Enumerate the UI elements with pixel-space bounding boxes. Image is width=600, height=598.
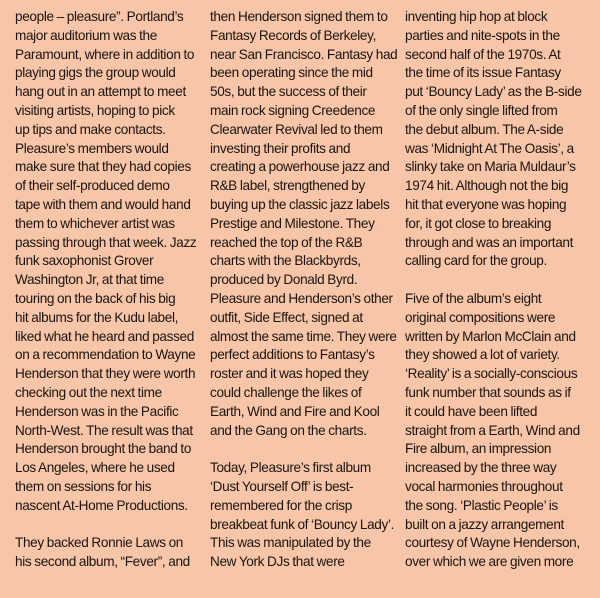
text-line: investing their profits and [210,140,351,156]
text-line: hit that everyone was hoping [405,196,567,212]
text-line: Fantasy Records of Berkeley, [210,27,376,43]
text-line: hit albums for the Kudu label, [15,309,179,325]
text-line: straight from a Earth, Wind and [405,422,580,438]
text-line: Henderson that they were worth [15,366,196,382]
text-line: been operating since the mid [210,65,373,81]
text-line: then Henderson signed them to [210,9,388,24]
text-line: major auditorium was the [15,27,157,43]
text-line: built on a jazzy arrangement [405,516,564,532]
text-line: playing gigs the group would [15,65,176,81]
text-line: through and was an important [405,234,574,250]
text-line: original compositions were [405,309,556,325]
text-line: for, it got close to breaking [405,215,552,231]
text-line: remembered for the crisp [210,497,352,513]
text-line: the song. ‘Plastic People’ is [405,497,558,513]
text-line: they showed a lot of variety. [405,347,560,363]
text-line: Paramount, where in addition to [15,46,195,62]
text-line: over which we are given more [405,554,574,570]
text-line: Pleasure and Henderson’s other [210,290,393,306]
text-line: make sure that they had copies [15,159,191,175]
text-line: vocal harmonies throughout [405,478,563,494]
text-line: on a recommendation to Wayne [15,347,196,363]
text-line: the debut album. The A-side [405,121,564,137]
text-line: passing through that week. Jazz [15,234,197,250]
text-line: Five of the album’s eight [405,290,542,306]
text-line: near San Francisco. Fantasy had [210,46,398,62]
text-line: put ‘Bouncy Lady’ as the B-side [405,84,582,100]
text-line: up tips and make contacts. [15,121,166,137]
text-line: creating a powerhouse jazz and [210,159,390,175]
text-line: the time of its issue Fantasy [405,65,561,81]
text-line: people – pleasure”. Portland’s [15,9,184,24]
text-line: buying up the classic jazz labels [210,196,390,212]
text-line: Today, Pleasure’s first album [210,460,371,476]
text-line: produced by Donald Byrd. [210,272,358,288]
text-line: Clearwater Revival led to them [210,121,383,137]
text-line: visiting artists, hoping to pick [15,102,175,118]
text-line: ‘Dust Yourself Off’ is best- [210,478,354,494]
text-column-1 [15,8,197,572]
text-line: 1974 hit. Although not the big [405,178,569,194]
text-line: They backed Ronnie Laws on [15,535,183,551]
text-line: them to whichever artist was [15,215,175,231]
text-line: perfect additions to Fantasy’s [210,347,375,363]
text-line: funk saxophonist Grover [15,253,154,269]
text-line: written by Marlon McClain and [405,328,576,344]
text-line: of their self-produced demo [15,178,170,194]
text-column-2 [210,8,398,572]
text-line: was ‘Midnight At The Oasis’, a [405,140,574,156]
text-line: slinky take on Maria Muldaur’s [405,159,576,175]
paragraph-gap [210,440,388,459]
text-line: could challenge the likes of [210,384,362,400]
text-line: checking out the next time [15,384,162,400]
text-line: North-West. The result was that [15,422,193,438]
text-line: nascent At-Home Productions. [15,497,188,513]
text-line: tape with them and would hand [15,196,191,212]
text-line: Earth, Wind and Fire and Kool [210,403,380,419]
text-line: outfit, Side Effect, signed at [210,309,363,325]
text-line: 50s, but the success of their [210,84,367,100]
text-line: Los Angeles, where he used [15,460,175,476]
text-line: breakbeat funk of ‘Bouncy Lady’. [210,516,395,532]
text-line: Henderson was in the Pacific [15,403,179,419]
text-line: hang out in an attempt to meet [15,84,186,100]
text-line: inventing hip hop at block [405,9,548,24]
text-line: R&B label, strengthened by [210,178,365,194]
text-line: them on sessions for his [15,478,152,494]
text-line: New York DJs that were [210,554,345,570]
text-line: roster and it was hoped they [210,366,369,382]
text-line: touring on the back of his big [15,290,176,306]
text-line: courtesy of Wayne Henderson, [405,535,580,551]
text-line: Henderson brought the band to [15,441,192,457]
text-line: reached the top of the R&B [210,234,363,250]
text-line: calling card for the group. [405,253,547,269]
text-line: parties and nite-spots in the [405,27,560,43]
text-line: Fire album, an impression [405,441,552,457]
text-line: This was manipulated by the [210,535,371,551]
text-line: increased by the three way [405,460,557,476]
text-line: funk number that sounds as if [405,384,571,400]
text-line: Prestige and Milestone. They [210,215,375,231]
paragraph-gap [15,516,193,535]
text-line: almost the same time. They were [210,328,397,344]
text-line: Pleasure’s members would [15,140,169,156]
text-line: Washington Jr, at that time [15,272,164,288]
text-line: liked what he heard and passed [15,328,194,344]
text-line: second half of the 1970s. At [405,46,561,62]
text-line: of the only single lifted from [405,102,558,118]
text-column-3 [405,8,583,572]
text-line: and the Gang on the charts. [210,422,367,438]
text-line: main rock signing Creedence [210,102,376,118]
text-line: ‘Reality’ is a socially-conscious [405,366,578,382]
paragraph-gap [405,271,583,290]
text-line: charts with the Blackbyrds, [210,253,361,269]
text-line: his second album, “Fever”, and [15,554,190,570]
text-line: it could have been lifted [405,403,538,419]
